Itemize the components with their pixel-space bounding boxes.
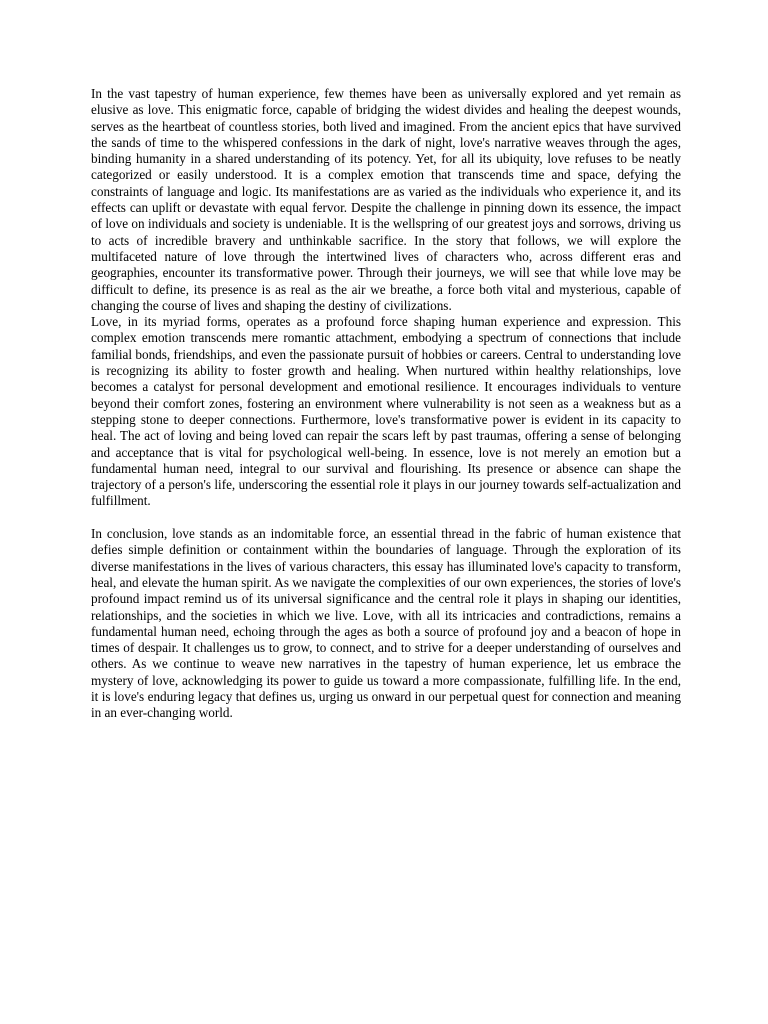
paragraph-body: Love, in its myriad forms, operates as a profound force shaping human experience and expression. This complex emotion transcends mere romantic attachment, embodying a spectrum of connections that include familial bonds, friendships, and even the passionate pursuit of hobbies or careers. Central to understanding love is recognizing its ability to foster growth and healing. When nurtured within healthy relationships, love becomes a catalyst for personal development and emotional resilience. It encourages individuals to venture beyond their comfort zones, fostering an environment where vulnerability is not seen as a weakness but as a stepping stone to deeper connections. Furthermore, love's transformative power is evident in its capacity to heal. The act of loving and being loved can repair the scars left by past traumas, offering a sense of belonging and acceptance that is vital for psychological well-being. In essence, love is not merely an emotion but a fundamental human need, integral to our survival and flourishing. Its presence or absence can shape the trajectory of a person's life, underscoring the essential role it plays in our journey towards self-actualization and fulfillment. [91,314,681,509]
paragraph-introduction: In the vast tapestry of human experience, few themes have been as universally explored and yet remain as elusive as love. This enigmatic force, capable of bridging the widest divides and healing the deepest wounds, serves as the heartbeat of countless stories, both lived and imagined. From the ancient epics that have survived the sands of time to the whispered confessions in the dark of night, love's narrative weaves through the ages, binding humanity in a shared understanding of its potency. Yet, for all its ubiquity, love refuses to be neatly categorized or easily understood. It is a complex emotion that transcends time and space, defying the constraints of language and logic. Its manifestations are as varied as the individuals who experience it, and its effects can uplift or devastate with equal fervor. Despite the challenge in pinning down its essence, the impact of love on individuals and society is undeniable. It is the wellspring of our greatest joys and sorrows, driving us to acts of incredible bravery and unthinkable sacrifice. In the story that follows, we will explore the multifaceted nature of love through the intertwined lives of characters who, across different eras and geographies, encounter its transformative power. Through their journeys, we will see that while love may be difficult to define, its presence is as real as the air we breathe, a force both vital and mysterious, capable of changing the course of lives and shaping the destiny of civilizations. [91,86,681,313]
paragraph-conclusion: In conclusion, love stands as an indomitable force, an essential thread in the fabric of human existence that defies simple definition or containment within the boundaries of language. Through the exploration of its diverse manifestations in the lives of various characters, this essay has illuminated love's capacity to transform, heal, and elevate the human spirit. As we navigate the complexities of our own experiences, the stories of love's profound impact remind us of its universal significance and the central role it plays in shaping our identities, relationships, and the societies in which we live. Love, with all its intricacies and contradictions, remains a fundamental human need, echoing through the ages as both a source of profound joy and a beacon of hope in times of despair. It challenges us to grow, to connect, and to strive for a deeper understanding of ourselves and others. As we continue to weave new narratives in the tapestry of human experience, let us embrace the mystery of love, acknowledging its power to guide us toward a more compassionate, fulfilling life. In the end, it is love's enduring legacy that defines us, urging us onward in our perpetual quest for connection and meaning in an ever-changing world. [91,526,681,721]
document-page [91,86,681,722]
